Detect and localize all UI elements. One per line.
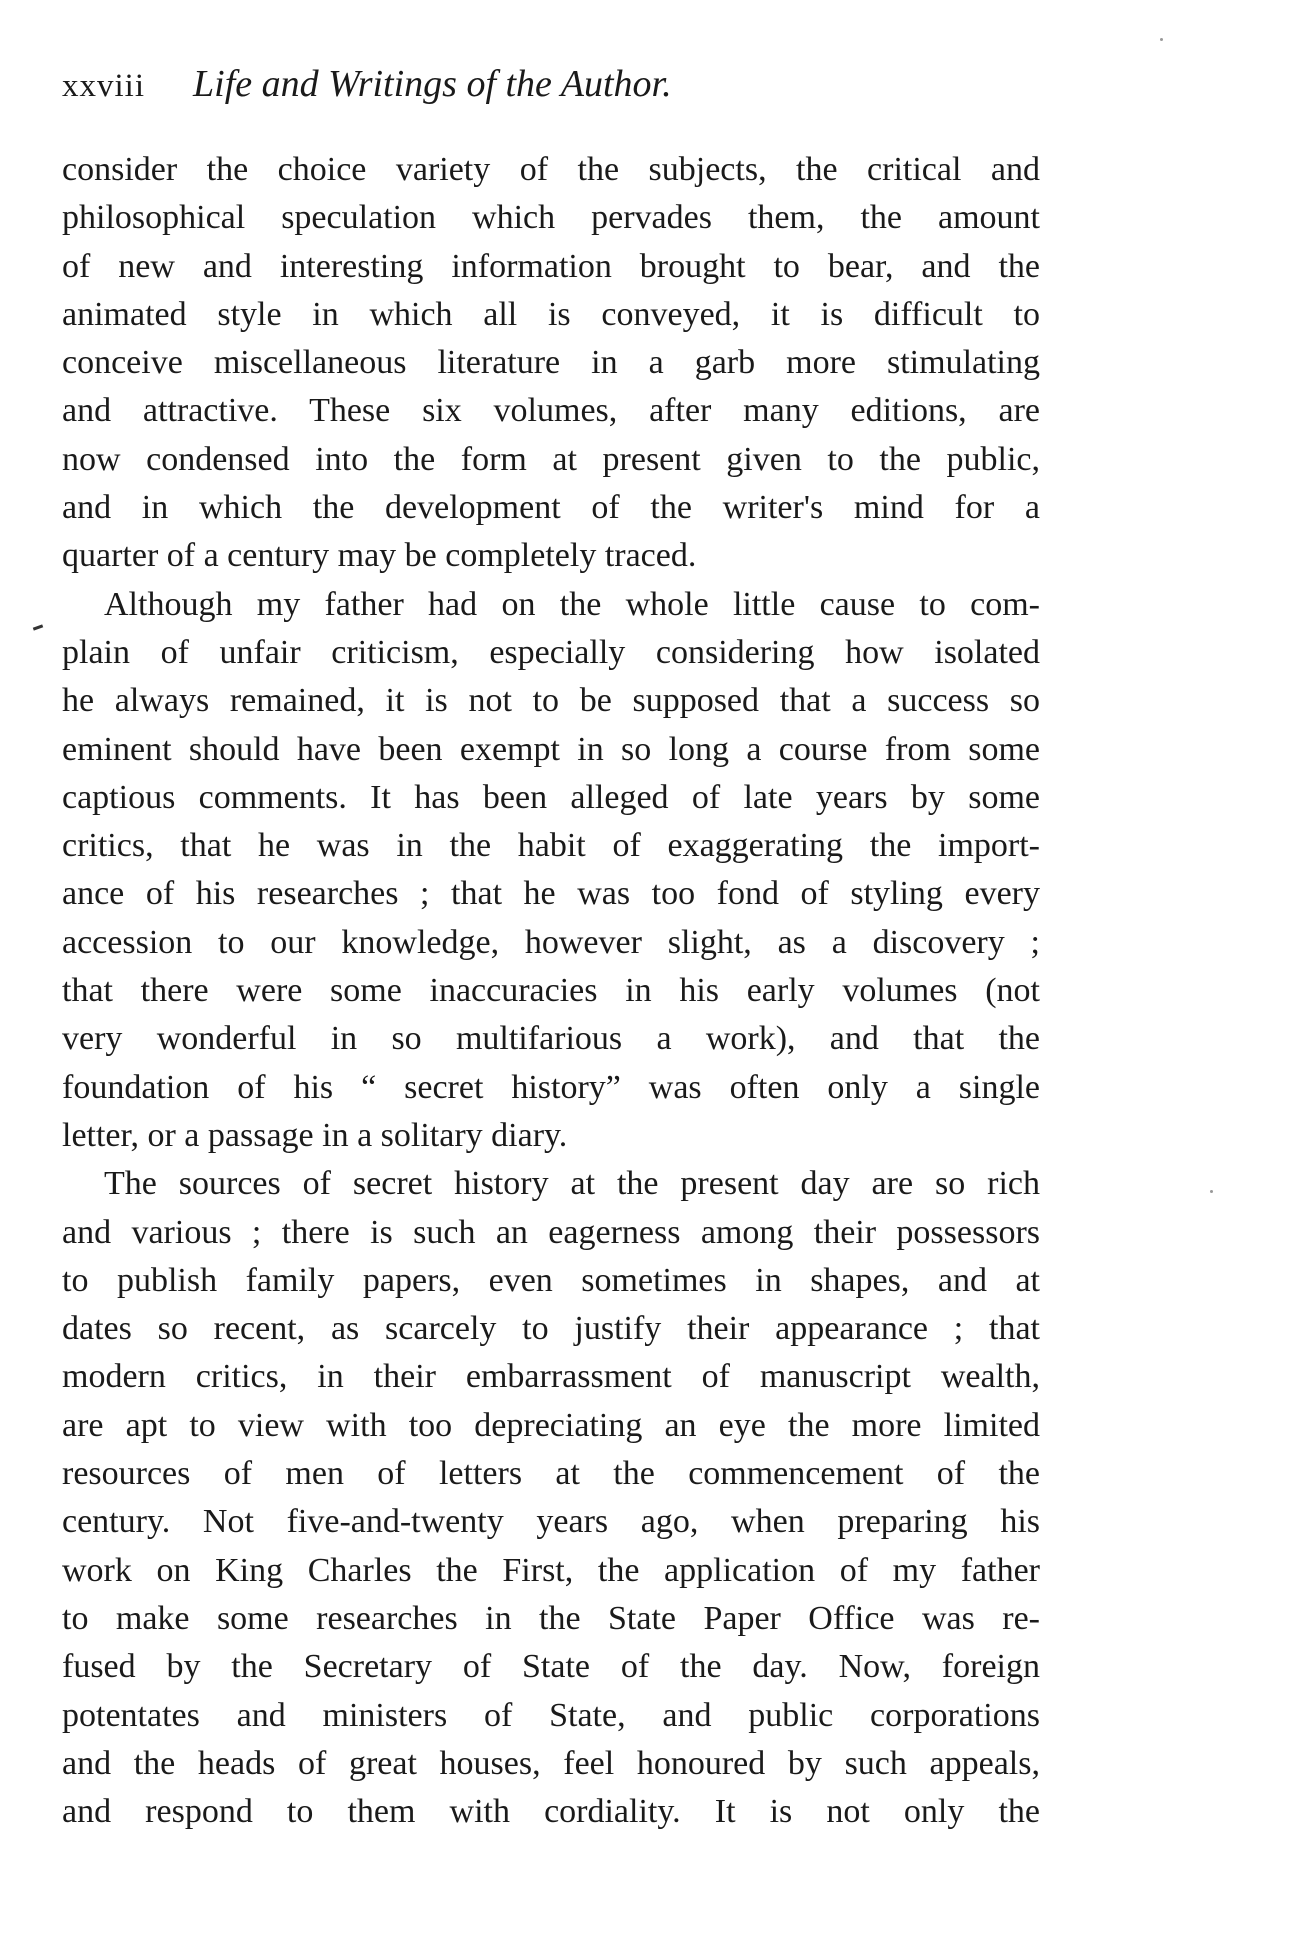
paragraph-start: Although my father had on the whole little cause to com- [104, 585, 1040, 623]
paragraph-start: The sources of secret history at the present day are so rich [104, 1165, 1040, 1203]
text-line: to make some researches in the State Paper Office was re- [62, 1599, 1040, 1637]
page-header [62, 62, 1052, 122]
text-line: foundation of his “ secret history” was often only a single [62, 1068, 1040, 1106]
text-line: of new and interesting information brought to bear, and the [62, 247, 1040, 285]
text-line: and attractive. These six volumes, after many editions, are [62, 392, 1040, 430]
text-line: century. Not five-and-twenty years ago, when preparing his [62, 1503, 1040, 1541]
text-line: potentates and ministers of State, and public corporations [62, 1696, 1040, 1734]
body-text [62, 146, 1040, 1836]
text-line: fused by the Secretary of State of the day. Now, foreign [62, 1648, 1040, 1686]
text-line: animated style in which all is conveyed, it is difficult to [62, 295, 1040, 333]
text-line: work on King Charles the First, the application of my father [62, 1551, 1040, 1589]
text-line: eminent should have been exempt in so long a course from some [62, 730, 1040, 768]
paper-speck [1210, 1190, 1213, 1193]
text-line: that there were some inaccuracies in his early volumes (not [62, 972, 1040, 1010]
text-line: conceive miscellaneous literature in a garb more stimulating [62, 344, 1040, 382]
margin-mark [33, 624, 43, 630]
paper-speck [1160, 38, 1163, 41]
text-line: quarter of a century may be completely traced. [62, 537, 697, 575]
text-line: ance of his researches ; that he was too fond of styling every [62, 875, 1040, 913]
text-line: and respond to them with cordiality. It is not only the [62, 1793, 1040, 1831]
text-line: and the heads of great houses, feel honoured by such appeals, [62, 1744, 1040, 1782]
running-title: Life and Writings of the Author. [193, 63, 672, 105]
text-line: letter, or a passage in a solitary diary. [62, 1116, 568, 1154]
text-line: and in which the development of the writer's mind for a [62, 489, 1040, 527]
text-line: plain of unfair criticism, especially considering how isolated [62, 633, 1040, 671]
text-line: now condensed into the form at present given to the public, [62, 440, 1040, 478]
text-line: critics, that he was in the habit of exaggerating the import- [62, 827, 1040, 865]
text-line: very wonderful in so multifarious a work), and that the [62, 1020, 1040, 1058]
page-number: xxviii [62, 68, 146, 104]
text-line: captious comments. It has been alleged of late years by some [62, 778, 1040, 816]
text-line: accession to our knowledge, however slight, as a discovery ; [62, 923, 1040, 961]
text-line: are apt to view with too depreciating an eye the more limited [62, 1406, 1040, 1444]
text-line: dates so recent, as scarcely to justify their appearance ; that [62, 1310, 1040, 1348]
text-line: to publish family papers, even sometimes in shapes, and at [62, 1261, 1040, 1299]
text-line: and various ; there is such an eagerness among their possessors [62, 1213, 1040, 1251]
text-line: modern critics, in their embarrassment of manuscript wealth, [62, 1358, 1040, 1396]
text-line: consider the choice variety of the subjects, the critical and [62, 151, 1040, 188]
text-line: resources of men of letters at the commencement of the [62, 1455, 1040, 1493]
text-line: he always remained, it is not to be supposed that a success so [62, 682, 1040, 720]
text-line: philosophical speculation which pervades them, the amount [62, 199, 1040, 237]
